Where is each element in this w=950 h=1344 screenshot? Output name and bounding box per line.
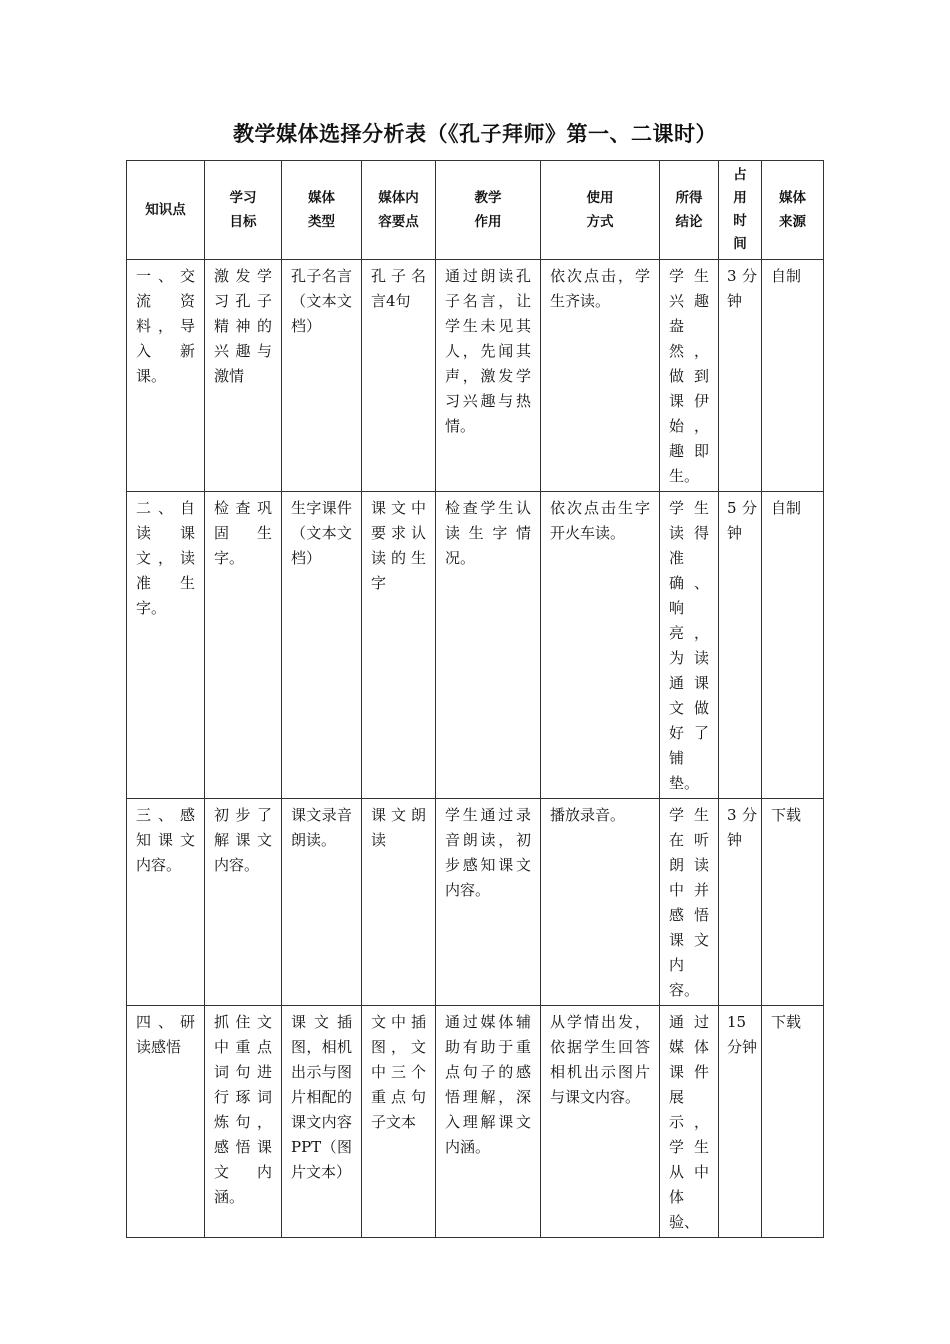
cell-conclusion: 学生兴趣盎然，做到课伊始，趣即生。 <box>660 260 719 492</box>
cell-time: 5分钟 <box>719 492 762 799</box>
header-conclusion: 所得 结论 <box>660 161 719 260</box>
cell-teaching-role: 检查学生认读生字情况。 <box>436 492 541 799</box>
cell-time: 3分钟 <box>719 799 762 1006</box>
header-source: 媒体 来源 <box>762 161 824 260</box>
header-teaching-role: 教学 作用 <box>436 161 541 260</box>
table-row <box>127 799 824 1006</box>
cell-teaching-role: 通过媒体辅助有助于重点句子的感悟理解，深入理解课文内涵。 <box>436 1006 541 1238</box>
cell-source: 下载 <box>762 1006 824 1238</box>
cell-content-points: 孔子名言4句 <box>362 260 436 492</box>
cell-conclusion: 通过媒体课件展示，学生从中体验、 <box>660 1006 719 1238</box>
cell-goal: 激发学习孔子精神的兴趣与激情 <box>205 260 282 492</box>
table-row <box>127 260 824 492</box>
cell-content-points: 课文朗读 <box>362 799 436 1006</box>
cell-media-type: 课文插图，相机出示与图片相配的课文内容PPT（图片文本） <box>282 1006 362 1238</box>
cell-time: 3分钟 <box>719 260 762 492</box>
header-goal: 学习 目标 <box>205 161 282 260</box>
cell-goal: 初步了解课文内容。 <box>205 799 282 1006</box>
cell-goal: 检查巩固生字。 <box>205 492 282 799</box>
cell-knowledge: 三、感知课文内容。 <box>127 799 205 1006</box>
cell-conclusion: 学生读得准确、响亮，为读通课文做好了铺垫。 <box>660 492 719 799</box>
cell-media-type: 孔子名言（文本文档） <box>282 260 362 492</box>
cell-knowledge: 二、自读课文，读准生字。 <box>127 492 205 799</box>
media-analysis-table <box>126 160 824 1238</box>
cell-knowledge: 一、交流资料，导入新课。 <box>127 260 205 492</box>
cell-media-type: 课文录音朗读。 <box>282 799 362 1006</box>
header-knowledge: 知识点 <box>127 161 205 260</box>
cell-usage: 从学情出发，依据学生回答相机出示图片与课文内容。 <box>541 1006 660 1238</box>
cell-source: 下载 <box>762 799 824 1006</box>
cell-media-type: 生字课件（文本文档） <box>282 492 362 799</box>
cell-knowledge: 四、研读感悟 <box>127 1006 205 1238</box>
header-content-points: 媒体内 容要点 <box>362 161 436 260</box>
cell-usage: 播放录音。 <box>541 799 660 1006</box>
cell-teaching-role: 通过朗读孔子名言，让学生未见其人，先闻其声，激发学习兴趣与热情。 <box>436 260 541 492</box>
cell-usage: 依次点击生字开火车读。 <box>541 492 660 799</box>
table-row <box>127 492 824 799</box>
cell-usage: 依次点击，学生齐读。 <box>541 260 660 492</box>
cell-conclusion: 学生在听朗读中并感悟课文内容。 <box>660 799 719 1006</box>
header-usage: 使用 方式 <box>541 161 660 260</box>
header-media-type: 媒体 类型 <box>282 161 362 260</box>
cell-content-points: 文中插图，文中三个重点句子文本 <box>362 1006 436 1238</box>
cell-teaching-role: 学生通过录音朗读，初步感知课文内容。 <box>436 799 541 1006</box>
cell-time: 15分钟 <box>719 1006 762 1238</box>
cell-content-points: 课文中要求认读的生字 <box>362 492 436 799</box>
cell-source: 自制 <box>762 492 824 799</box>
table-header-row <box>127 161 824 260</box>
cell-goal: 抓住文中重点词句进行琢词炼句，感悟课文内涵。 <box>205 1006 282 1238</box>
document-title: 教学媒体选择分析表（《孔子拜师》第一、二课时） <box>233 122 717 146</box>
header-time: 占 用 时 间 <box>719 161 762 260</box>
cell-source: 自制 <box>762 260 824 492</box>
table-row <box>127 1006 824 1238</box>
